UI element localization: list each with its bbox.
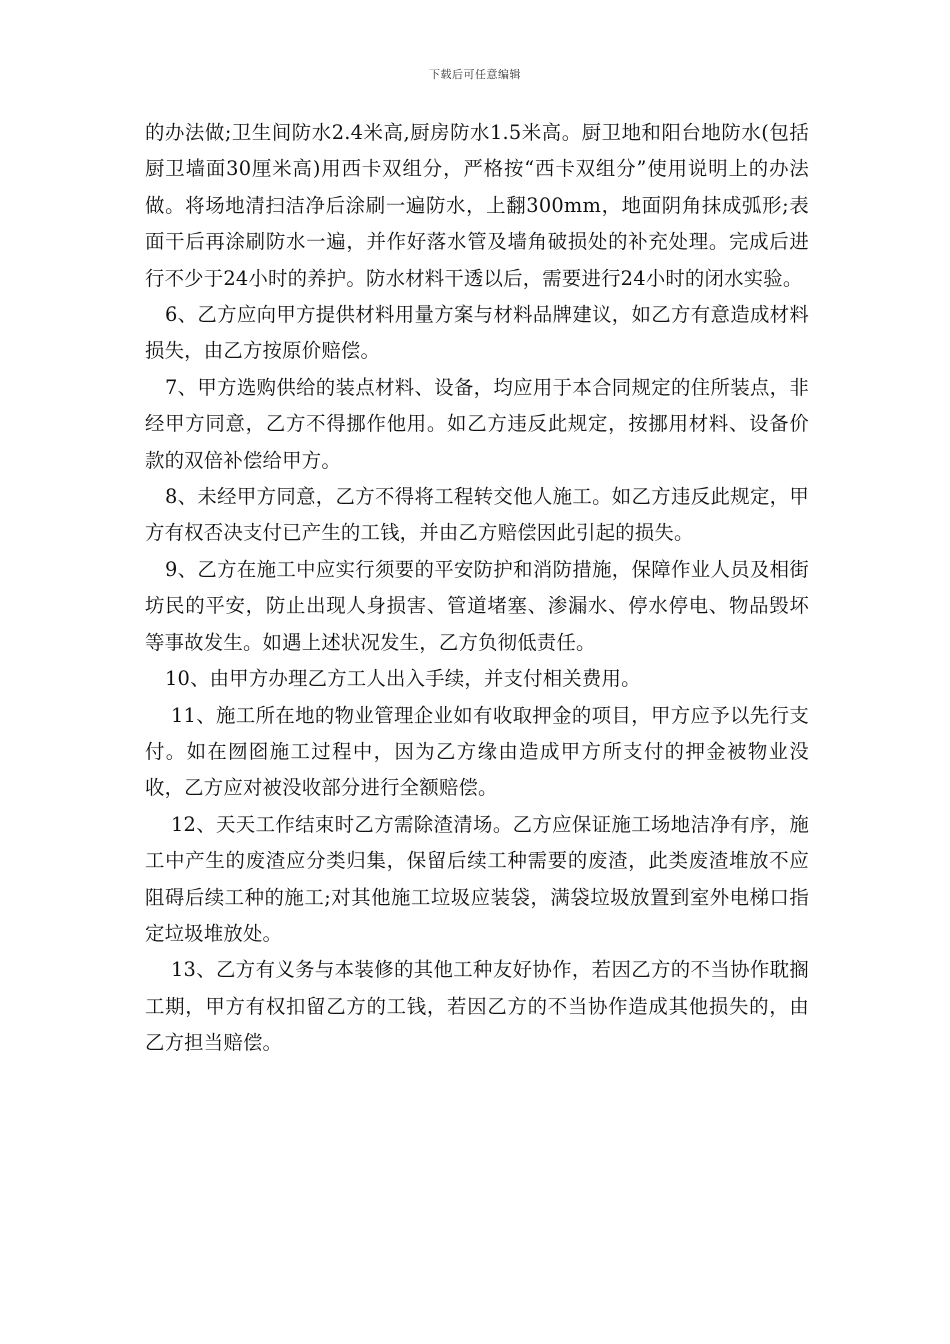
paragraph-item-7: 7、甲方选购供给的装点材料、设备，均应用于本合同规定的住所装点，非经甲方同意，乙方不得挪作他用。如乙方违反此规定，按挪用材料、设备价款的双倍补偿给甲方。 — [145, 375, 809, 472]
page-header: 下载后可任意编辑 — [429, 68, 521, 81]
paragraph-item-9: 9、乙方在施工中应实行须要的平安防护和消防措施，保障作业人员及相街坊民的平安，防止出现人身损害、管道堵塞、渗漏水、停水停电、物品毁坏等事故发生。如遇上述状况发生，乙方负彻低责任。 — [145, 557, 809, 654]
paragraph-continuation: 的办法做;卫生间防水2.4米高,厨房防水1.5米高。厨卫地和阳台地防水(包括厨卫墙面30厘米高)用西卡双组分，严格按“西卡双组分”使用说明上的办法做。将场地清扫洁净后涂刷一遍防水，上翻300mm，地面阴角抹成弧形;表面干后再涂刷防水一遍，并作好落水管及墙角破损处的补充处理。完成后进行不少于24小时的养护。防水材料干透以后，需要进行24小时的闭水实验。 — [145, 121, 809, 290]
document-body — [145, 115, 809, 1062]
paragraph-item-13: 13、乙方有义务与本装修的其他工种友好协作，若因乙方的不当协作耽搁工期，甲方有权扣留乙方的工钱，若因乙方的不当协作造成其他损失的，由乙方担当赔偿。 — [145, 958, 809, 1055]
paragraph-item-6: 6、乙方应向甲方提供材料用量方案与材料品牌建议，如乙方有意造成材料损失，由乙方按原价赔偿。 — [145, 303, 809, 363]
paragraph-item-8: 8、未经甲方同意，乙方不得将工程转交他人施工。如乙方违反此规定，甲方有权否决支付已产生的工钱，并由乙方赔偿因此引起的损失。 — [145, 485, 809, 545]
paragraph-item-10: 10、由甲方办理乙方工人出入手续，并支付相关费用。 — [165, 667, 641, 691]
paragraph-item-12: 12、天天工作结束时乙方需除渣清场。乙方应保证施工场地洁净有序，施工中产生的废渣应分类归集，保留后续工种需要的废渣，此类废渣堆放不应阻碍后续工种的施工;对其他施工垃圾应装袋，满袋垃圾放置到室外电梯口指定垃圾堆放处。 — [145, 812, 809, 945]
paragraph-item-11: 11、施工所在地的物业管理企业如有收取押金的项目，甲方应予以先行支付。如在囫囵施工过程中，因为乙方缘由造成甲方所支付的押金被物业没收，乙方应对被没收部分进行全额赔偿。 — [145, 703, 809, 800]
